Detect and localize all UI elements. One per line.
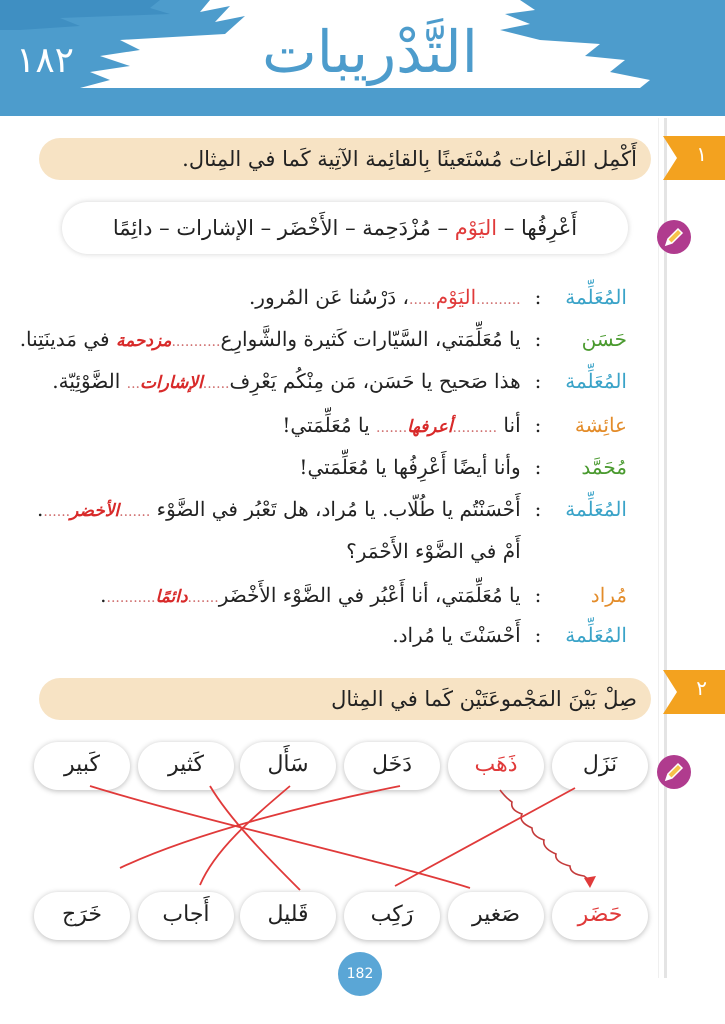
match-bottom-word[interactable]: رَكِب: [344, 892, 440, 940]
example-answer: اليَوْم: [435, 285, 477, 309]
match-top-word-example[interactable]: ذَهَب: [448, 742, 544, 790]
speaker: مُحَمَّد: [581, 455, 627, 479]
speaker: المُعَلِّمة: [565, 369, 627, 393]
speaker: المُعَلِّمة: [565, 497, 627, 521]
handwritten-answer: دائمًا: [155, 587, 188, 607]
handwritten-answer: أعرفها: [407, 417, 453, 437]
dialogue-line: مُراد: يا مُعَلِّمَتي، أنا أَعْبُر في الضَّوْء الأَخْضَر.......دائمًا............: [67, 578, 627, 612]
exercise-2-number: ٢: [696, 676, 707, 700]
dialogue-line: المُعَلِّمة: ..........اليَوْم......، دَرْسُنا عَن المُرور.: [67, 280, 627, 314]
match-bottom-word[interactable]: خَرَج: [34, 892, 130, 940]
word-bank-item: الأَخْضَر: [277, 216, 339, 240]
speaker: حَسَن: [581, 327, 627, 351]
match-bottom-word[interactable]: قَليل: [240, 892, 336, 940]
match-line: [200, 786, 290, 885]
word-bank-item: أَعْرِفُها: [521, 216, 578, 240]
speaker: المُعَلِّمة: [565, 285, 627, 309]
exercise-1-number: ١: [696, 142, 707, 166]
dialogue-line: المُعَلِّمة: أَحْسَنْتُم يا طُلّاب. يا مُراد، هل تَعْبُر في الضَّوْء .......الأخضر.......: [67, 492, 627, 526]
pencil-icon: [657, 220, 691, 254]
dialogue-line: المُعَلِّمة: أَحْسَنْتَ يا مُراد.: [67, 618, 627, 652]
word-bank-item: الإشارات: [176, 216, 254, 240]
exercise-1-instruction: أَكْمِل الفَراغات مُسْتَعينًا بِالقائِمة الآتِية كَما في المِثال.: [39, 138, 651, 180]
dialogue-line: حَسَن: يا مُعَلِّمَتي، السَّيّارات كَثيرة والشَّوارِع...........مزدحمة في مَدينَتِنا.: [67, 322, 627, 356]
exercise-2-flag: [663, 670, 725, 714]
match-top-word[interactable]: كَبير: [34, 742, 130, 790]
match-bottom-word-example[interactable]: حَضَر: [552, 892, 648, 940]
match-line: [395, 788, 575, 886]
match-bottom-word[interactable]: صَغير: [448, 892, 544, 940]
match-top-word[interactable]: كَثير: [138, 742, 234, 790]
ribbon-icon: [663, 670, 725, 714]
match-line: [210, 786, 300, 890]
handwritten-answer: الإشارات: [140, 373, 203, 393]
footer-page-number: 182: [338, 952, 382, 996]
word-bank-separator: –: [345, 216, 356, 240]
header-bar: [0, 88, 725, 116]
dialogue-line: المُعَلِّمة: هذا صَحيح يا حَسَن، مَن مِنْكُم يَعْرِف......الإشارات... الضَّوْئِيّة.: [67, 364, 627, 398]
arrow-head: [584, 876, 596, 888]
ribbon-icon: [663, 136, 725, 180]
match-bottom-word[interactable]: أَجاب: [138, 892, 234, 940]
exercise-2-instruction: صِلْ بَيْنَ المَجْموعَتَيْن كَما في المِثال: [39, 678, 651, 720]
word-bank-separator: –: [159, 216, 170, 240]
match-top-word[interactable]: دَخَل: [344, 742, 440, 790]
match-line: [120, 786, 400, 868]
page-title: التَّدْريبات: [262, 18, 478, 86]
margin-rule-thin: [658, 118, 659, 978]
dialogue-line: مُحَمَّد: وأنا أيضًا أَعْرِفُها يا مُعَلِّمَتي!: [67, 450, 627, 484]
page-header: [0, 0, 725, 118]
word-bank-item-example: اليَوْم: [454, 216, 498, 240]
word-bank-item: مُزْدَحِمة: [362, 216, 431, 240]
exercise-1-flag: [663, 136, 725, 180]
example-wavy-arrow: [500, 790, 592, 882]
handwritten-answer: مزدحمة: [115, 331, 172, 351]
match-line: [90, 786, 470, 888]
header-page-number: ١٨٢: [16, 40, 75, 81]
match-top-word[interactable]: نَزَل: [552, 742, 648, 790]
word-bank-separator: –: [503, 216, 515, 240]
speaker: مُراد: [590, 583, 627, 607]
word-bank-item: دائِمًا: [112, 216, 153, 240]
word-bank: [62, 202, 628, 254]
pencil-icon: [657, 755, 691, 789]
speaker: المُعَلِّمة: [565, 623, 627, 647]
handwritten-answer: الأخضر: [70, 501, 120, 521]
dialogue-line: عائِشة: أنا ..........أعرفها....... يا مُعَلِّمَتي!: [67, 408, 627, 442]
word-bank-separator: –: [260, 216, 272, 240]
word-bank-separator: –: [437, 216, 449, 240]
speaker: عائِشة: [574, 413, 627, 437]
dialogue-line: أَمْ في الضَّوْء الأَحْمَر؟: [346, 539, 521, 563]
match-top-word[interactable]: سَأَل: [240, 742, 336, 790]
